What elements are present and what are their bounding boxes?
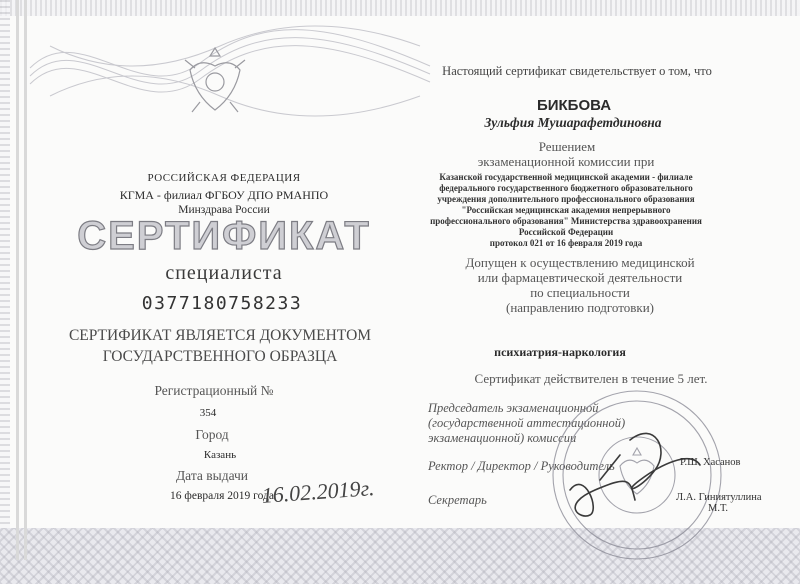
institution-line: "Российская медицинская академия непрерывного [461, 205, 671, 215]
secretary-name: Л.А. Гиниятуллина [676, 492, 762, 503]
chairman-label-line: экзаменационной) комиссии [428, 431, 577, 445]
intro-text: Настоящий сертификат свидетельствует о том, что [442, 64, 712, 78]
institution-line: Казанской государственной медицинской академии - филиале [439, 172, 693, 182]
registration-number: 354 [199, 407, 217, 419]
state-document-line-1: СЕРТИФИКАТ ЯВЛЯЕТСЯ ДОКУМЕНТОМ [68, 327, 372, 344]
chairman-label-line: (государственной аттестационной) [428, 416, 626, 430]
organization-name: КГМА - филиал ФГБОУ ДПО РМАНПО [119, 188, 329, 202]
institution-line: Российской Федерации [518, 227, 614, 237]
secretary-initials: М.Т. [708, 503, 728, 514]
institution-line: федерального государственного бюджетного образовательного [439, 183, 693, 193]
institution-line: профессионального образования" Министерства здравоохранения [430, 216, 702, 226]
top-ornament-border [0, 0, 800, 16]
country-name: РОССИЙСКАЯ ФЕДЕРАЦИЯ [147, 172, 301, 184]
validity-text: Сертификат действителен в течение 5 лет. [474, 371, 708, 386]
ministry-name: Минздрава России [178, 204, 270, 216]
handwritten-signature [560, 420, 710, 520]
decision-line-2: экзаменационной комиссии при [477, 154, 655, 169]
admitted-line: Допущен к осуществлению медицинской [465, 255, 695, 270]
issue-date-label: Дата выдачи [175, 468, 249, 483]
document-subtitle: специалиста [165, 262, 283, 284]
rector-name: Р.Ш. Хасанов [680, 457, 741, 468]
admitted-line: или фармацевтической деятельности [477, 270, 683, 285]
admitted-line: (направлению подготовки) [506, 300, 654, 315]
chairman-label-line: Председатель экзаменационной [428, 401, 599, 415]
coat-of-arms-icon [170, 40, 260, 130]
protocol-line: протокол 021 от 16 февраля 2019 года [489, 238, 643, 248]
issue-date: 16 февраля 2019 года [170, 490, 274, 502]
admitted-line: по специальности [530, 285, 630, 300]
handwritten-date: 16.02.2019г. [260, 475, 376, 508]
rector-label: Ректор / Директор / Руководитель [428, 459, 615, 473]
scan-artifact-line [16, 0, 19, 560]
city-value: Казань [203, 449, 237, 461]
city-label: Город [195, 427, 229, 442]
specialty-name: психиатрия-наркология [494, 345, 626, 359]
certificate-number: 0377180758233 [141, 293, 303, 314]
decision-line-1: Решением [538, 139, 596, 154]
state-document-line-2: ГОСУДАРСТВЕННОГО ОБРАЗЦА [102, 348, 338, 365]
registration-label: Регистрационный № [154, 383, 274, 398]
document-title: СЕРТИФИКАТ [77, 214, 371, 258]
institution-line: учреждения дополнительного профессионального образования [437, 194, 695, 204]
secretary-label: Секретарь [428, 493, 487, 507]
left-ornament-border [0, 0, 10, 584]
holder-names: Зульфия Мушарафетдиновна [484, 115, 662, 130]
holder-surname: БИКБОВА [536, 97, 612, 114]
